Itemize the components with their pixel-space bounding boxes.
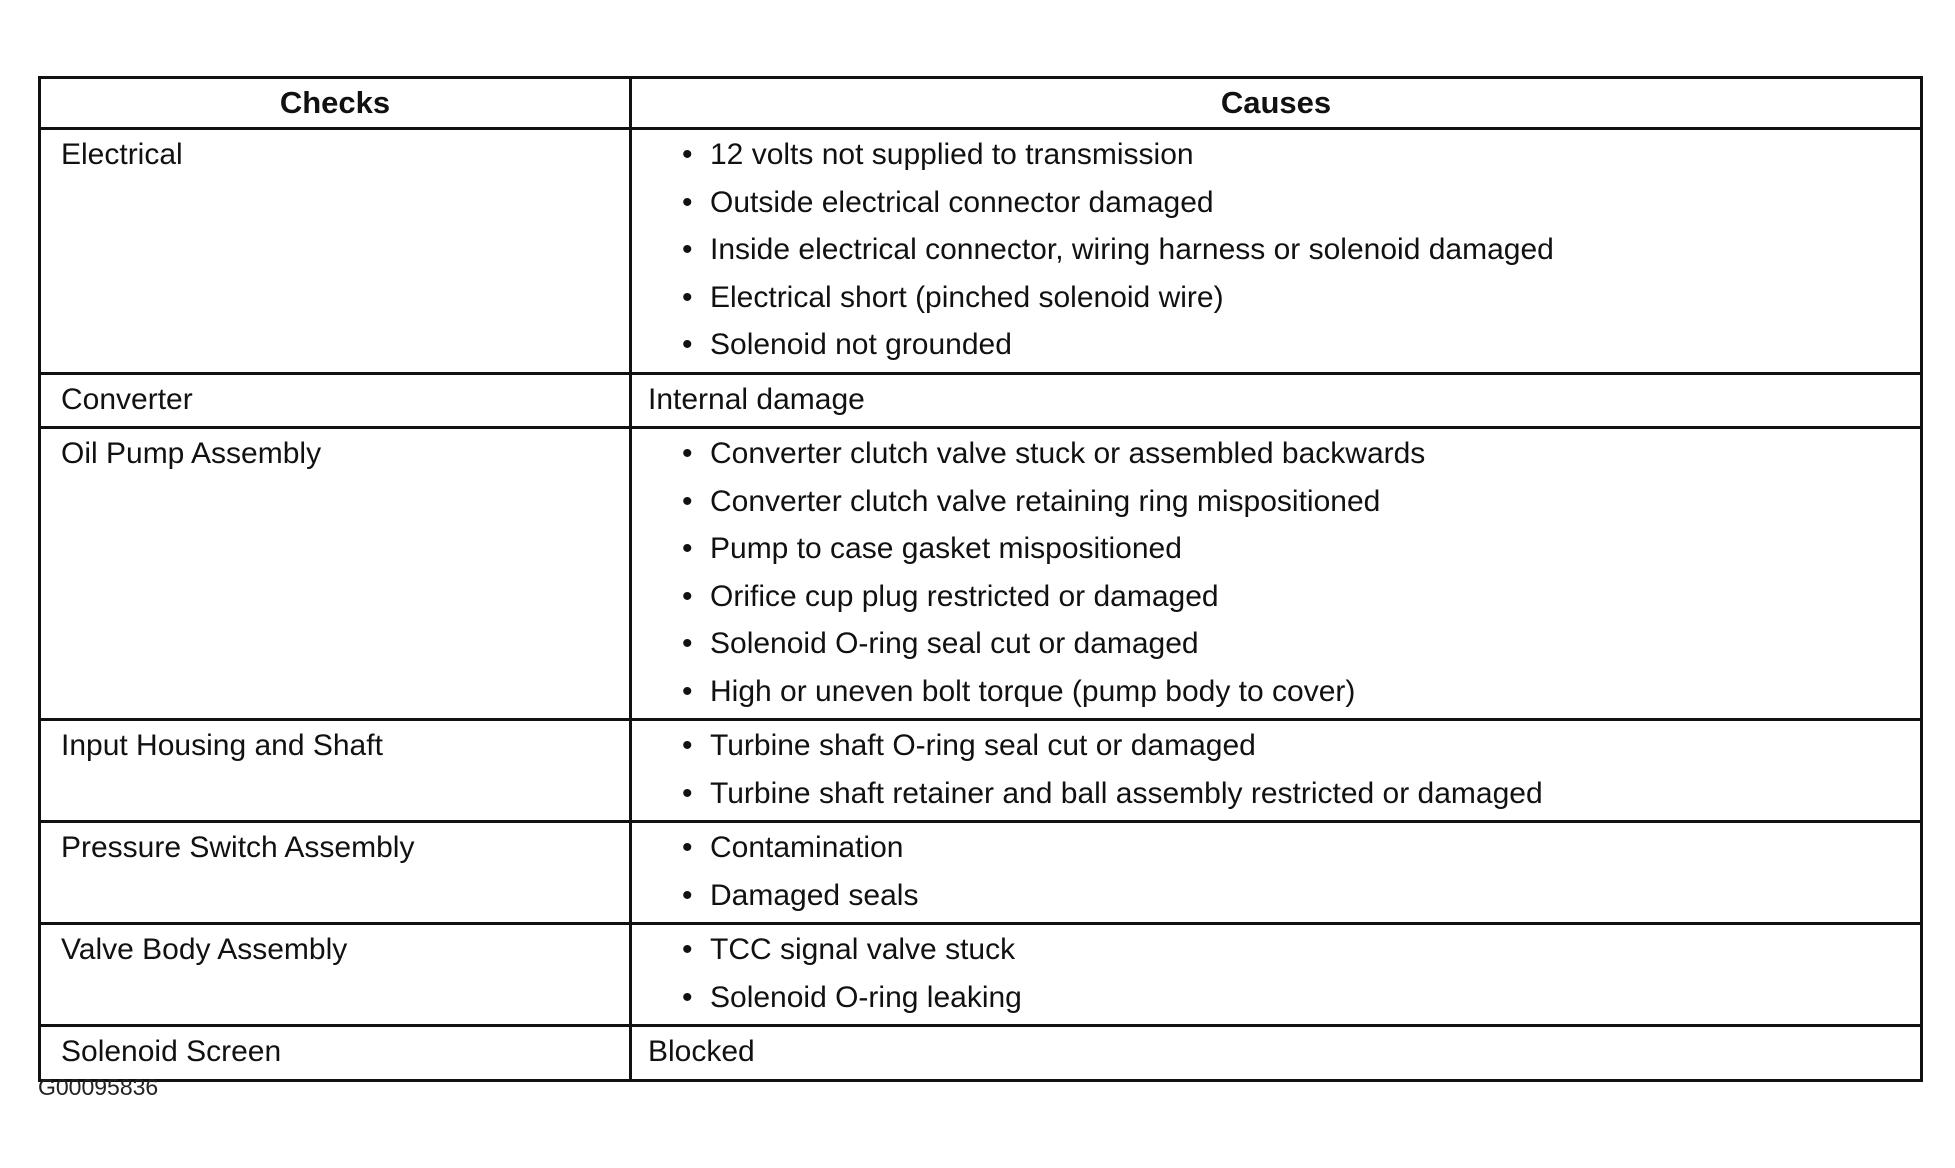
causes-cell: Internal damage <box>631 373 1922 428</box>
cause-item <box>648 430 1908 478</box>
cause-item <box>648 722 1908 770</box>
cause-item <box>648 226 1908 274</box>
bullet-icon: • <box>682 674 693 708</box>
cause-text: Converter clutch valve retaining ring mispositioned <box>710 484 1381 518</box>
cause-list <box>648 131 1908 369</box>
cause-text: Turbine shaft O-ring seal cut or damaged <box>710 729 1256 762</box>
cause-item <box>648 770 1908 818</box>
cause-item <box>648 321 1908 369</box>
check-cell: Input Housing and Shaft <box>40 720 631 822</box>
causes-cell: Blocked <box>631 1026 1922 1081</box>
causes-cell <box>631 428 1922 720</box>
cause-text: Pump to case gasket mispositioned <box>710 532 1182 565</box>
bullet-icon: • <box>682 185 693 219</box>
bullet-icon: • <box>682 233 693 266</box>
bullet-icon: • <box>682 729 693 762</box>
table-row <box>40 822 1922 924</box>
bullet-icon: • <box>682 579 693 613</box>
bullet-icon: • <box>682 933 693 966</box>
bullet-icon: • <box>682 138 693 171</box>
table-row <box>40 373 1922 428</box>
cause-list <box>648 926 1908 1021</box>
cause-item <box>648 478 1908 526</box>
cause-text: Inside electrical connector, wiring harness or solenoid damaged <box>710 233 1554 266</box>
cause-item <box>648 573 1908 621</box>
bullet-icon: • <box>682 484 693 518</box>
cause-text: High or uneven bolt torque (pump body to cover) <box>710 674 1356 708</box>
causes-column-header: Causes <box>631 78 1922 129</box>
cause-item <box>648 824 1908 872</box>
table-row <box>40 924 1922 1026</box>
check-cell: Solenoid Screen <box>40 1026 631 1081</box>
bullet-icon: • <box>682 532 693 565</box>
table-header-row <box>40 78 1922 129</box>
cause-text: Electrical short (pinched solenoid wire) <box>710 280 1224 314</box>
causes-cell <box>631 129 1922 374</box>
bullet-icon: • <box>682 437 693 470</box>
cause-item <box>648 926 1908 974</box>
cause-text: Converter clutch valve stuck or assembled backwards <box>710 437 1426 470</box>
table-row <box>40 720 1922 822</box>
causes-cell <box>631 822 1922 924</box>
causes-cell <box>631 720 1922 822</box>
cause-text: Orifice cup plug restricted or damaged <box>710 579 1219 613</box>
bullet-icon: • <box>682 627 693 660</box>
causes-cell <box>631 924 1922 1026</box>
check-cell: Converter <box>40 373 631 428</box>
cause-item <box>648 179 1908 227</box>
cause-item <box>648 620 1908 668</box>
table-row <box>40 1026 1922 1081</box>
cause-item <box>648 525 1908 573</box>
cause-text: Turbine shaft retainer and ball assembly restricted or damaged <box>710 776 1543 810</box>
cause-item <box>648 872 1908 920</box>
bullet-icon: • <box>682 831 693 864</box>
bullet-icon: • <box>682 980 693 1014</box>
cause-text: Solenoid O-ring seal cut or damaged <box>710 627 1199 660</box>
cause-text: 12 volts not supplied to transmission <box>710 138 1194 171</box>
cause-text: Solenoid O-ring leaking <box>710 980 1022 1014</box>
check-cell: Valve Body Assembly <box>40 924 631 1026</box>
cause-text: Damaged seals <box>710 878 919 912</box>
cause-list <box>648 430 1908 715</box>
cause-text: Outside electrical connector damaged <box>710 185 1214 219</box>
cause-list <box>648 722 1908 817</box>
cause-item <box>648 274 1908 322</box>
figure-id-label: G00095836 <box>38 1074 159 1100</box>
cause-list <box>648 824 1908 919</box>
cause-text: TCC signal valve stuck <box>710 933 1016 966</box>
diagnosis-table <box>38 76 1923 1082</box>
bullet-icon: • <box>682 878 693 912</box>
diagnosis-table-container <box>38 76 1920 1082</box>
table-row <box>40 129 1922 374</box>
bullet-icon: • <box>682 328 693 361</box>
bullet-icon: • <box>682 280 693 314</box>
check-cell: Pressure Switch Assembly <box>40 822 631 924</box>
cause-text: Contamination <box>710 831 904 864</box>
cause-item <box>648 974 1908 1022</box>
checks-column-header: Checks <box>40 78 631 129</box>
cause-text: Solenoid not grounded <box>710 328 1012 361</box>
cause-item <box>648 131 1908 179</box>
check-cell: Electrical <box>40 129 631 374</box>
check-cell: Oil Pump Assembly <box>40 428 631 720</box>
cause-item <box>648 668 1908 716</box>
table-row <box>40 428 1922 720</box>
bullet-icon: • <box>682 776 693 810</box>
